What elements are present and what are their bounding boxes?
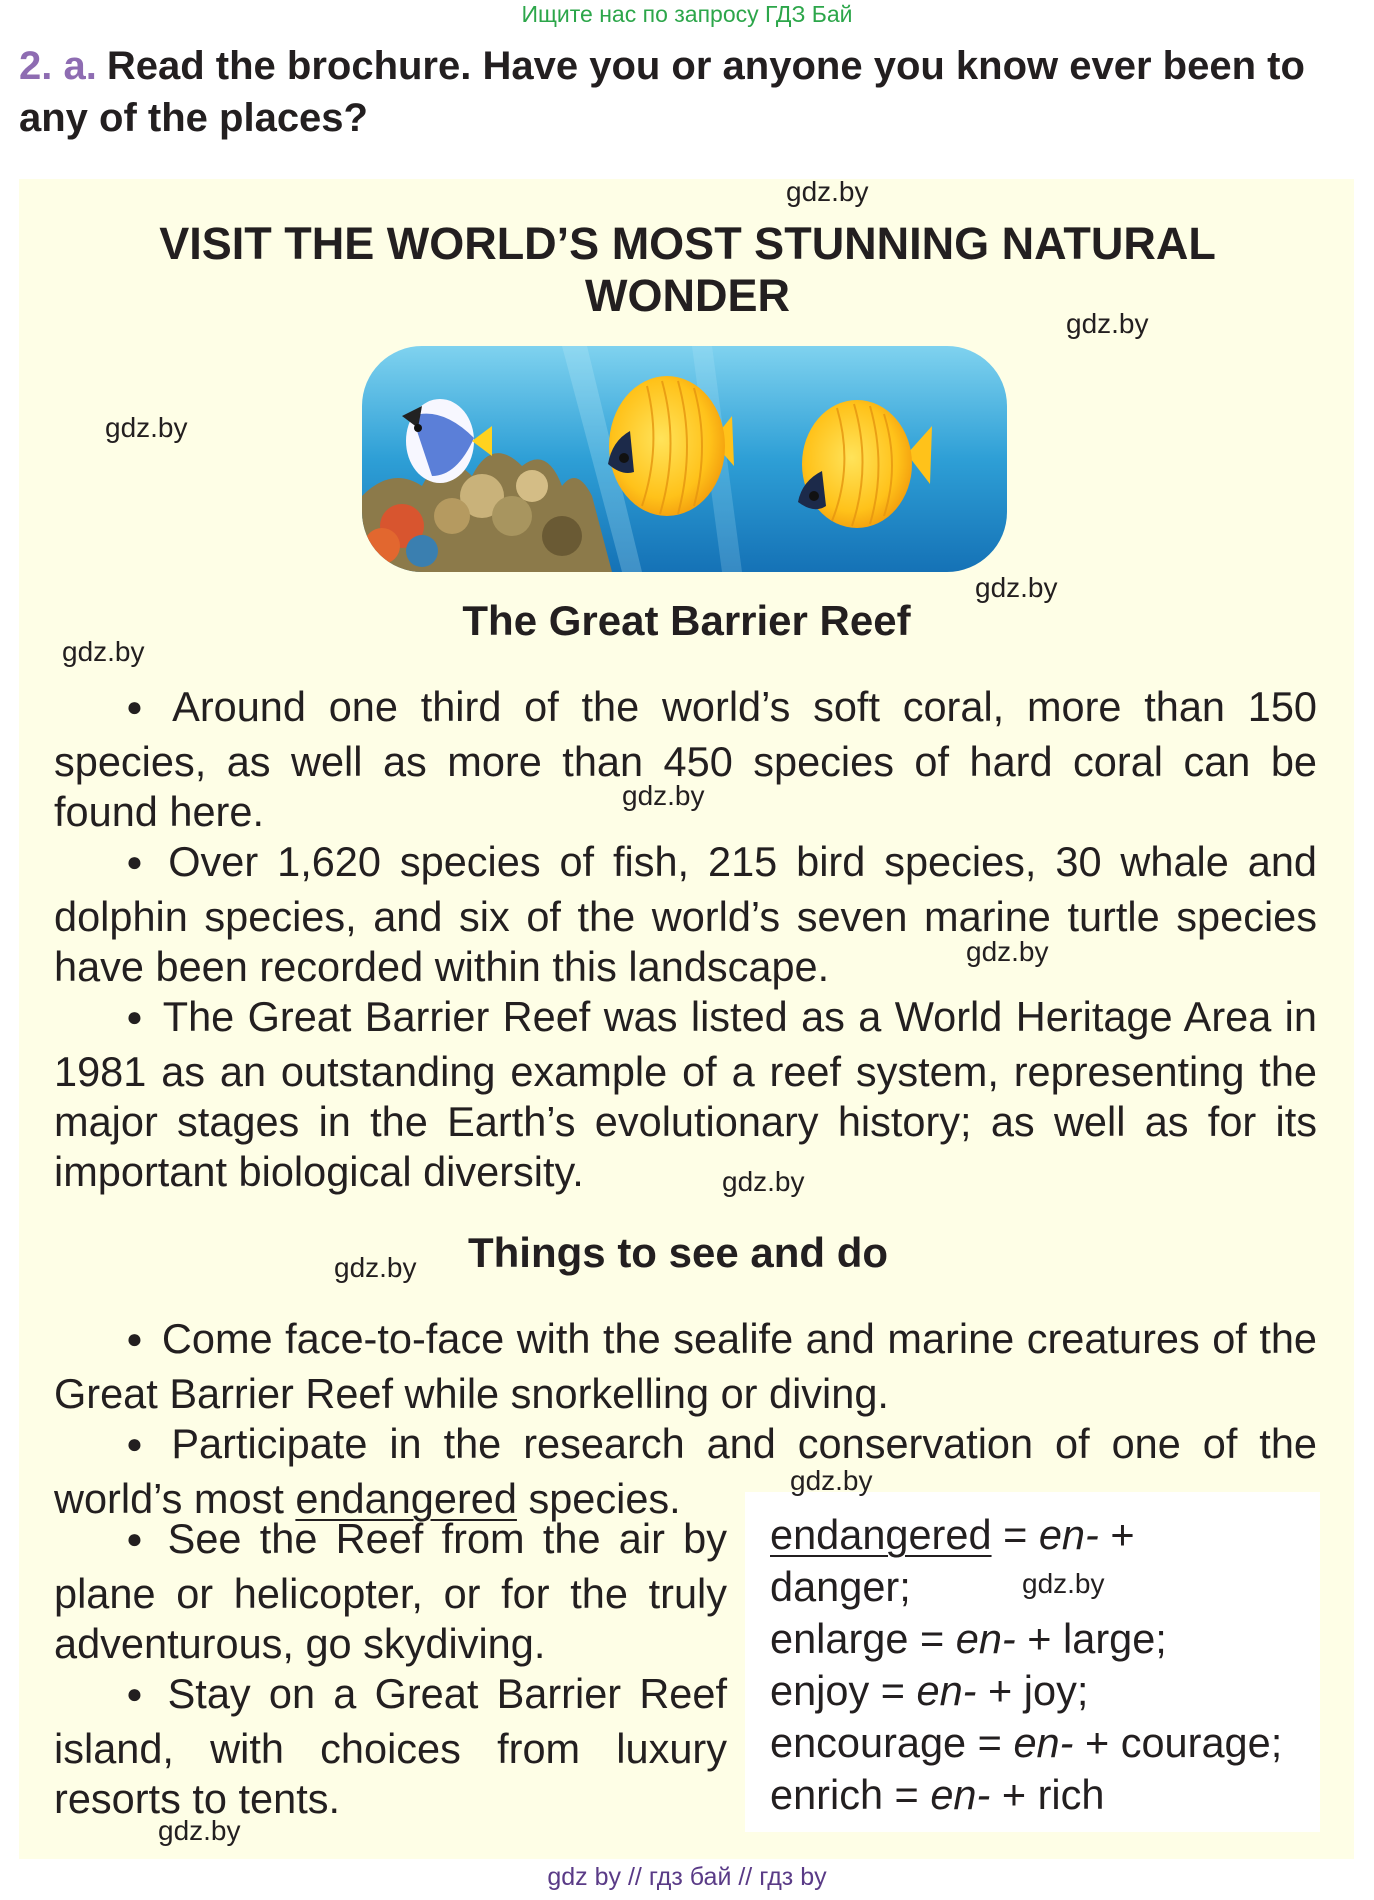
reef-photo [362,346,1007,572]
watermark: gdz.by [1022,1568,1105,1599]
task-number: 2. a. [19,44,97,88]
word-formation-line: enjoy = en- + joy; [770,1667,1089,1714]
section-heading-reef: The Great Barrier Reef [462,597,911,644]
header-note: Ищите нас по запросу ГДЗ Бай [521,1,853,27]
word-formation-line: danger; [770,1563,911,1610]
footer-links: gdz by // гдз бай // гдз by [547,1863,827,1891]
task-instruction [19,40,1359,144]
activity-item: ● Come face-to-face with the sealife and marine creatures of the Great Barrier Reef while snorkelling or diving. [54,1314,1317,1419]
section-heading-things: Things to see and do [468,1229,889,1276]
word-formation-line: endangered = en- + [770,1511,1135,1558]
watermark: gdz.by [105,412,188,443]
word-formation-line: enlarge = en- + large; [770,1615,1167,1662]
watermark: gdz.by [1066,308,1149,339]
brochure-title: VISIT THE WORLD’S MOST STUNNING NATURAL WONDER [159,218,1216,321]
reef-facts-list [54,682,1317,1197]
watermark: gdz.by [622,780,705,811]
watermark: gdz.by [62,636,145,667]
watermark: gdz.by [966,936,1049,967]
word-formation-line: encourage = en- + courage; [770,1719,1283,1766]
watermark: gdz.by [334,1252,417,1283]
watermark: gdz.by [975,572,1058,603]
reef-fact-item: ● Around one third of the world’s soft coral, more than 150 species, as well as more than 450 species of hard coral can be found here. [54,682,1317,837]
word-formation-list [770,1509,1282,1821]
reef-fact-item: ● The Great Barrier Reef was listed as a World Heritage Area in 1981 as an outstanding example of a reef system, representing the major stages in the Earth’s evolutionary history; as well as for its important biological diversity. [54,992,1317,1197]
activities-list-narrow [54,1514,727,1824]
activity-item: ● Participate in the research and conservation of one of the world’s most endangered species. [54,1419,1317,1524]
reef-fact-item: ● Over 1,620 species of fish, 215 bird species, 30 whale and dolphin species, and six of the world’s seven marine turtle species have been recorded within this landscape. [54,837,1317,992]
word-formation-line: enrich = en- + rich [770,1771,1105,1818]
activity-item: ● Stay on a Great Barrier Reef island, with choices from luxury resorts to tents. [54,1669,727,1824]
watermark: gdz.by [722,1166,805,1197]
watermark: gdz.by [790,1465,873,1496]
reef-fish-image [362,346,1007,572]
endangered-word: endangered [295,1475,517,1522]
watermark: gdz.by [786,176,869,207]
activity-item: ● See the Reef from the air by plane or helicopter, or for the truly adventurous, go skydiving. [54,1514,727,1669]
watermark: gdz.by [158,1815,241,1846]
task-text: Read the brochure. Have you or anyone you know ever been to any of the places? [19,44,1305,140]
